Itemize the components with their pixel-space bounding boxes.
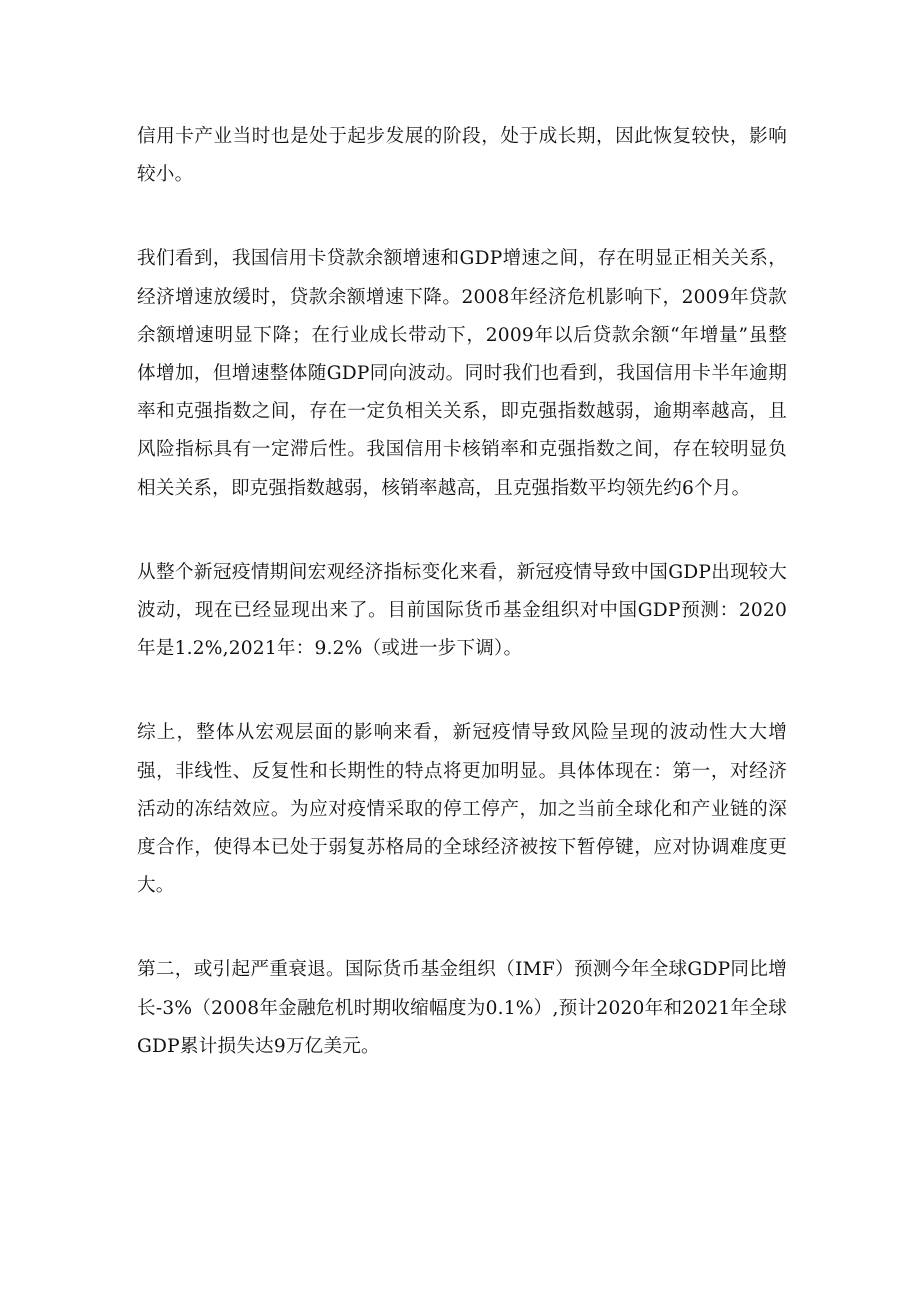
paragraph-credit-card-growth: 信用卡产业当时也是处于起步发展的阶段，处于成长期，因此恢复较快，影响较小。 <box>137 126 787 186</box>
document-body <box>137 118 787 1066</box>
paragraph-covid-gdp-forecast: 从整个新冠疫情期间宏观经济指标变化来看，新冠疫情导致中国GDP出现较大波动，现在已经显现出来了。目前国际货币基金组织对中国GDP预测：2020年是1.2%,2021年：9.2%（或进一步下调）。 <box>137 561 787 660</box>
paragraph-summary-volatility: 综上，整体从宏观层面的影响来看，新冠疫情导致风险呈现的波动性大大增强，非线性、反复性和长期性的特点将更加明显。具体体现在：第一，对经济活动的冻结效应。为应对疫情采取的停工停产，加之当前全球化和产业链的深度合作，使得本已处于弱复苏格局的全球经济被按下暂停键，应对协调难度更大。 <box>137 722 787 897</box>
paragraph-imf-recession: 第二，或引起严重衰退。国际货币基金组织（IMF）预测今年全球GDP同比增长-3%（2008年金融危机时期收缩幅度为0.1%）,预计2020年和2021年全球GDP累计损失达9万亿美元。 <box>137 959 787 1057</box>
paragraph-gdp-correlation: 我们看到，我国信用卡贷款余额增速和GDP增速之间，存在明显正相关关系，经济增速放缓时，贷款余额增速下降。2008年经济危机影响下，2009年贷款余额增速明显下降；在行业成长带动下，2009年以后贷款余额“年增量”虽整体增加，但增速整体随GDP同向波动。同时我们也看到，我国信用卡半年逾期率和克强指数之间，存在一定负相关关系，即克强指数越弱，逾期率越高，且风险指标具有一定滞后性。我国信用卡核销率和克强指数之间，存在较明显负相关关系，即克强指数越弱，核销率越高，且克强指数平均领先约6个月。 <box>137 248 787 499</box>
